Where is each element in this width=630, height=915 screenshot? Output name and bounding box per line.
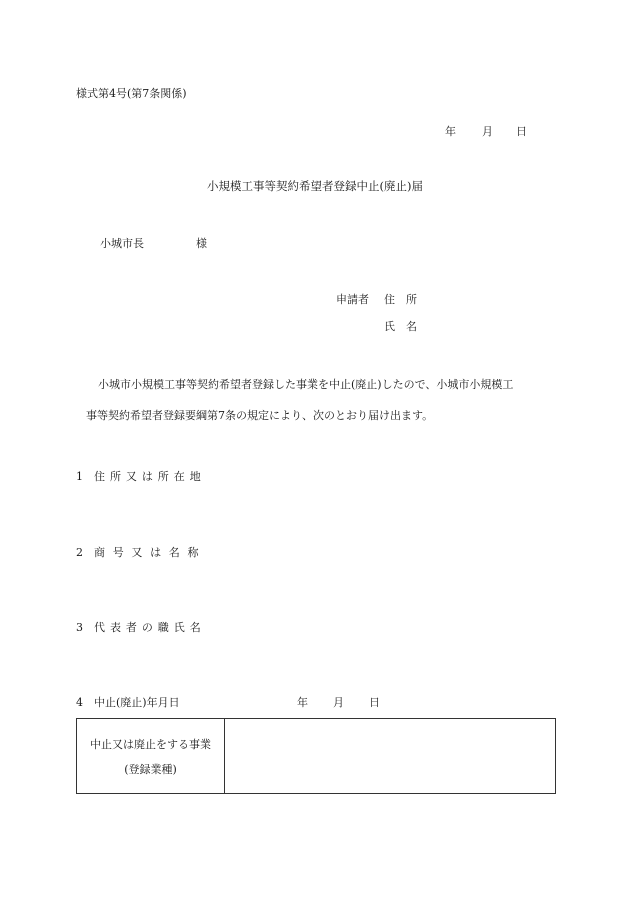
addressee-honorific: 様	[196, 237, 207, 250]
item-1-number: 1	[76, 470, 83, 483]
item-2-label: 商号又は名称	[94, 546, 207, 559]
date-day-label: 日	[516, 125, 527, 138]
date-year-label: 年	[445, 125, 456, 138]
item-2-number: 2	[76, 546, 83, 559]
body-text-line-1: 小城市小規模工事等契約希望者登録した事業を中止(廃止)したので、小城市小規模工	[98, 378, 514, 391]
item-4-day-label: 日	[369, 696, 380, 709]
name-label: 氏 名	[384, 320, 417, 333]
form-number: 様式第4号(第7条関係)	[76, 87, 187, 100]
item-3-label: 代表者の職氏名	[94, 621, 206, 634]
item-4-label: 中止(廃止)年月日	[94, 696, 180, 709]
item-4-month-label: 月	[333, 696, 344, 709]
business-table-label-line-1: 中止又は廃止をする事業	[90, 737, 211, 751]
body-text-line-2: 事等契約希望者登録要綱第7条の規定により、次のとおり届け出ます。	[86, 409, 434, 422]
date-month-label: 月	[482, 125, 493, 138]
applicant-label: 申請者	[336, 293, 369, 306]
item-4-number: 4	[76, 696, 83, 709]
item-1-label: 住所又は所在地	[94, 470, 206, 483]
business-table-label-cell	[77, 719, 225, 793]
address-label: 住 所	[384, 293, 417, 306]
item-4-year-label: 年	[297, 696, 308, 709]
business-table-label-line-2: (登録業種)	[124, 762, 177, 776]
business-table-value-cell[interactable]	[225, 719, 555, 793]
addressee-name: 小城市長	[100, 237, 144, 250]
item-3-number: 3	[76, 621, 83, 634]
document-title: 小規模工事等契約希望者登録中止(廃止)届	[207, 179, 423, 193]
business-table	[76, 718, 556, 794]
